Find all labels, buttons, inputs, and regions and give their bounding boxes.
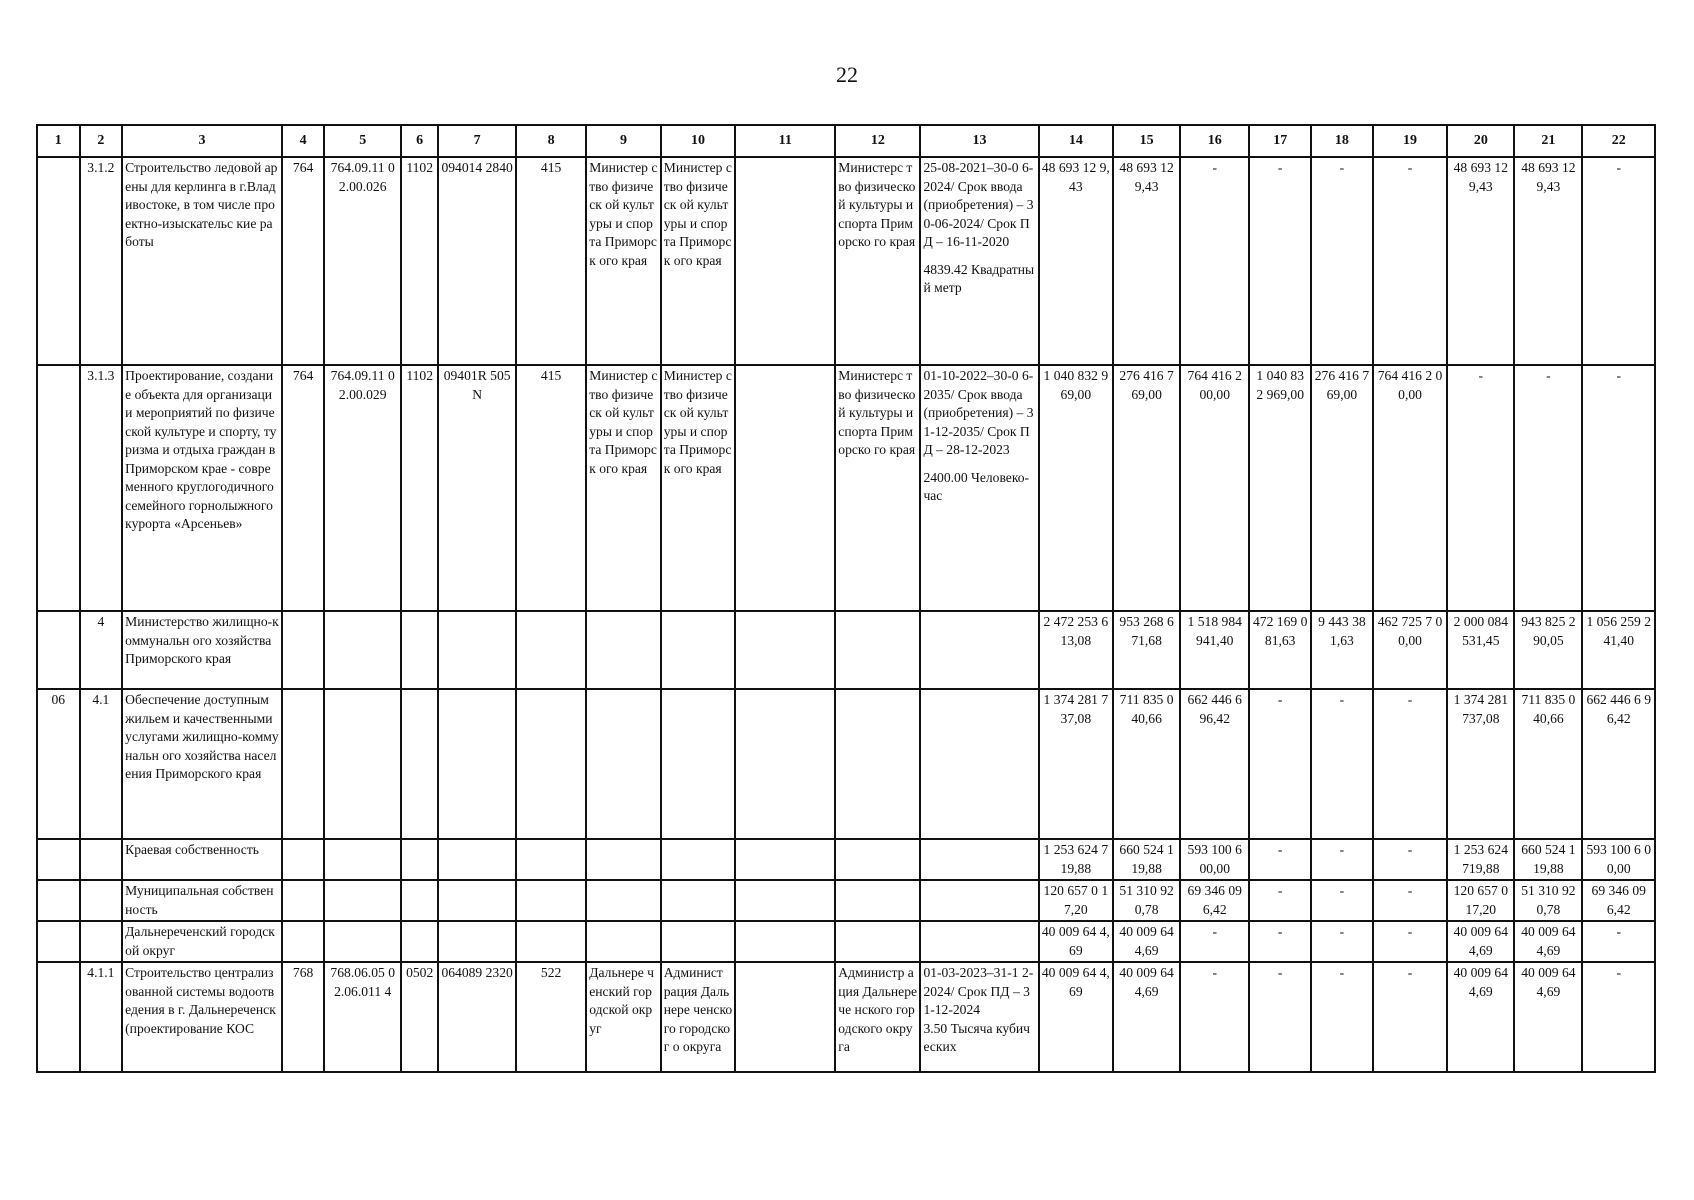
table-row xyxy=(37,962,1655,1072)
cell-col7: 094014 2840 xyxy=(438,157,516,365)
cell-col18: 9 443 38 1,63 xyxy=(1311,611,1373,689)
cell-col20: 1 374 281 737,08 xyxy=(1447,689,1514,839)
cell-col13 xyxy=(920,157,1038,365)
table-row xyxy=(37,611,1655,689)
cell-col22: - xyxy=(1582,962,1655,1072)
cell-section-code xyxy=(37,880,80,921)
cell-col7: 09401R 505N xyxy=(438,365,516,611)
cell-col22: - xyxy=(1582,157,1655,365)
cell-empty xyxy=(661,611,736,689)
cell-empty xyxy=(438,921,516,962)
cell-empty xyxy=(516,839,586,880)
cell-col15: 953 268 6 71,68 xyxy=(1113,611,1180,689)
cell-col9: Министер ство физическ ой культуры и спорта Приморск ого края xyxy=(586,157,661,365)
cell-col19: 764 416 2 00,00 xyxy=(1373,365,1448,611)
cell-col12: Министерс тво физической культуры и спорта Приморско го края xyxy=(835,365,920,611)
cell-item-name: Строительство централизованной системы водоотведения в г. Дальнереченск (проектирование КОС xyxy=(122,962,282,1072)
cell-empty xyxy=(586,839,661,880)
cell-item-name: Министерство жилищно-коммунальн ого хозяйства Приморского края xyxy=(122,611,282,689)
cell-col8: 415 xyxy=(516,365,586,611)
cell-col20: 1 253 624 719,88 xyxy=(1447,839,1514,880)
cell-empty xyxy=(661,880,736,921)
cell-col22: 1 056 259 241,40 xyxy=(1582,611,1655,689)
cell-col14: 1 253 624 719,88 xyxy=(1039,839,1114,880)
cell-empty xyxy=(324,921,401,962)
cell-col7: 064089 2320 xyxy=(438,962,516,1072)
cell-col16: 69 346 09 6,42 xyxy=(1180,880,1249,921)
cell-empty xyxy=(586,689,661,839)
cell-empty xyxy=(661,689,736,839)
col-header: 18 xyxy=(1311,125,1373,157)
cell-empty xyxy=(401,921,438,962)
col-header: 20 xyxy=(1447,125,1514,157)
cell-col20: 2 000 084 531,45 xyxy=(1447,611,1514,689)
cell-item-number xyxy=(80,921,123,962)
cell-item-name: Обеспечение доступным жильем и качественными услугами жилищно-коммунальн ого хозяйства населения Приморского края xyxy=(122,689,282,839)
cell-col17: - xyxy=(1249,839,1311,880)
cell-empty xyxy=(516,689,586,839)
table-row xyxy=(37,689,1655,839)
cell-col14: 1 374 281 737,08 xyxy=(1039,689,1114,839)
cell-col6: 0502 xyxy=(401,962,438,1072)
cell-col11 xyxy=(735,157,835,365)
cell-item-name: Строительство ледовой арены для керлинга в г.Владивостоке, в том числе проектно-изыскательс кие работы xyxy=(122,157,282,365)
cell-empty xyxy=(282,611,325,689)
col-header: 3 xyxy=(122,125,282,157)
cell-col18: - xyxy=(1311,839,1373,880)
cell-empty xyxy=(735,611,835,689)
cell-empty xyxy=(401,839,438,880)
cell-col15: 711 835 0 40,66 xyxy=(1113,689,1180,839)
cell-col11 xyxy=(735,962,835,1072)
cell-empty xyxy=(401,611,438,689)
cell-col10: Админист рация Дальнере ченского городског о округа xyxy=(661,962,736,1072)
cell-empty xyxy=(835,880,920,921)
table-row xyxy=(37,921,1655,962)
col-header: 5 xyxy=(324,125,401,157)
cell-col22: 593 100 6 00,00 xyxy=(1582,839,1655,880)
table-row xyxy=(37,365,1655,611)
page-number: 22 xyxy=(836,62,858,87)
cell-empty xyxy=(282,880,325,921)
cell-section-code xyxy=(37,839,80,880)
cell-col9: Министер ство физическ ой культуры и спорта Приморск ого края xyxy=(586,365,661,611)
cell-col20: 40 009 64 4,69 xyxy=(1447,962,1514,1072)
cell-col10: Министер ство физическ ой культуры и спорта Приморск ого края xyxy=(661,365,736,611)
cell-empty xyxy=(282,689,325,839)
col-header: 7 xyxy=(438,125,516,157)
col-header: 19 xyxy=(1373,125,1448,157)
col-header: 22 xyxy=(1582,125,1655,157)
col-header: 17 xyxy=(1249,125,1311,157)
col-header: 8 xyxy=(516,125,586,157)
cell-col21: 943 825 2 90,05 xyxy=(1514,611,1582,689)
cell-col18: - xyxy=(1311,689,1373,839)
cell-empty xyxy=(401,689,438,839)
cell-col13-dates: 25-08-2021–30-0 6-2024/ Срок ввода (приобретения) – 30-06-2024/ Срок ПД – 16-11-2020 xyxy=(923,160,1034,249)
cell-col16: 1 518 984 941,40 xyxy=(1180,611,1249,689)
cell-col13-dates: 01-03-2023–31-1 2-2024/ Срок ПД – 31-12-2024 xyxy=(923,965,1034,1017)
cell-col14: 2 472 253 613,08 xyxy=(1039,611,1114,689)
cell-col14: 120 657 0 17,20 xyxy=(1039,880,1114,921)
data-table xyxy=(36,124,1656,1073)
cell-col12: Администр ация Дальнерече нского городского округа xyxy=(835,962,920,1072)
col-header: 9 xyxy=(586,125,661,157)
cell-empty xyxy=(324,880,401,921)
cell-empty xyxy=(735,880,835,921)
cell-col20: 48 693 12 9,43 xyxy=(1447,157,1514,365)
cell-col20: 40 009 64 4,69 xyxy=(1447,921,1514,962)
cell-col15: 40 009 64 4,69 xyxy=(1113,962,1180,1072)
cell-col15: 660 524 1 19,88 xyxy=(1113,839,1180,880)
cell-col21: 40 009 64 4,69 xyxy=(1514,962,1582,1072)
cell-empty xyxy=(735,839,835,880)
cell-empty xyxy=(835,921,920,962)
cell-empty xyxy=(324,689,401,839)
cell-col16: 662 446 6 96,42 xyxy=(1180,689,1249,839)
cell-col13 xyxy=(920,365,1038,611)
cell-item-name: Краевая собственность xyxy=(122,839,282,880)
cell-col19: - xyxy=(1373,157,1448,365)
cell-col21: 48 693 12 9,43 xyxy=(1514,157,1582,365)
cell-empty xyxy=(661,921,736,962)
cell-empty xyxy=(920,839,1038,880)
cell-col4: 768 xyxy=(282,962,325,1072)
cell-empty xyxy=(516,921,586,962)
cell-col4: 764 xyxy=(282,157,325,365)
cell-empty xyxy=(282,921,325,962)
cell-col14: 48 693 12 9,43 xyxy=(1039,157,1114,365)
cell-col13 xyxy=(920,962,1038,1072)
cell-col17: - xyxy=(1249,689,1311,839)
cell-empty xyxy=(735,921,835,962)
cell-col14: 1 040 832 969,00 xyxy=(1039,365,1114,611)
cell-item-name: Дальнереченский городской округ xyxy=(122,921,282,962)
cell-empty xyxy=(438,839,516,880)
cell-empty xyxy=(324,839,401,880)
table-row xyxy=(37,157,1655,365)
cell-col19: - xyxy=(1373,962,1448,1072)
cell-col10: Министер ство физическ ой культуры и спорта Приморск ого края xyxy=(661,157,736,365)
cell-section-code xyxy=(37,611,80,689)
cell-empty xyxy=(835,839,920,880)
cell-empty xyxy=(920,880,1038,921)
col-header: 13 xyxy=(920,125,1038,157)
cell-col5: 768.06.05 02.06.011 4 xyxy=(324,962,401,1072)
cell-empty xyxy=(401,880,438,921)
cell-col6: 1102 xyxy=(401,157,438,365)
cell-col17: - xyxy=(1249,962,1311,1072)
cell-col11 xyxy=(735,365,835,611)
col-header: 15 xyxy=(1113,125,1180,157)
cell-col18: - xyxy=(1311,921,1373,962)
cell-col17: - xyxy=(1249,157,1311,365)
cell-col17: 472 169 081,63 xyxy=(1249,611,1311,689)
cell-col16: 593 100 6 00,00 xyxy=(1180,839,1249,880)
cell-empty xyxy=(586,880,661,921)
col-header: 6 xyxy=(401,125,438,157)
cell-col19: - xyxy=(1373,689,1448,839)
cell-col19: - xyxy=(1373,839,1448,880)
cell-empty xyxy=(920,921,1038,962)
cell-empty xyxy=(282,839,325,880)
cell-col20: 120 657 0 17,20 xyxy=(1447,880,1514,921)
cell-col16: - xyxy=(1180,157,1249,365)
cell-empty xyxy=(920,611,1038,689)
cell-item-number xyxy=(80,880,123,921)
cell-empty xyxy=(324,611,401,689)
cell-col4: 764 xyxy=(282,365,325,611)
cell-col22: 69 346 09 6,42 xyxy=(1582,880,1655,921)
cell-empty xyxy=(438,689,516,839)
cell-col15: 48 693 12 9,43 xyxy=(1113,157,1180,365)
cell-section-code xyxy=(37,962,80,1072)
cell-col17: - xyxy=(1249,921,1311,962)
cell-item-number: 4.1 xyxy=(80,689,123,839)
cell-item-number: 4 xyxy=(80,611,123,689)
cell-col21: 660 524 1 19,88 xyxy=(1514,839,1582,880)
cell-col13-capacity: 3.50 Тысяча кубических xyxy=(923,1020,1030,1054)
header-row xyxy=(37,125,1655,157)
cell-col21: - xyxy=(1514,365,1582,611)
cell-col5: 764.09.11 02.00.026 xyxy=(324,157,401,365)
cell-col18: 276 416 769,00 xyxy=(1311,365,1373,611)
cell-col15: 40 009 64 4,69 xyxy=(1113,921,1180,962)
cell-col5: 764.09.11 02.00.029 xyxy=(324,365,401,611)
cell-empty xyxy=(516,880,586,921)
cell-section-code xyxy=(37,365,80,611)
cell-col16: - xyxy=(1180,921,1249,962)
cell-empty xyxy=(835,689,920,839)
cell-col13-capacity: 4839.42 Квадратный метр xyxy=(923,261,1035,295)
cell-col18: - xyxy=(1311,880,1373,921)
cell-col19: - xyxy=(1373,921,1448,962)
cell-empty xyxy=(835,611,920,689)
cell-col15: 51 310 92 0,78 xyxy=(1113,880,1180,921)
cell-item-number: 3.1.2 xyxy=(80,157,123,365)
cell-col22: 662 446 6 96,42 xyxy=(1582,689,1655,839)
table-row xyxy=(37,880,1655,921)
cell-col9: Дальнере ченский городской округ xyxy=(586,962,661,1072)
cell-empty xyxy=(438,880,516,921)
cell-col8: 522 xyxy=(516,962,586,1072)
table-row xyxy=(37,839,1655,880)
cell-col8: 415 xyxy=(516,157,586,365)
cell-empty xyxy=(586,921,661,962)
col-header: 12 xyxy=(835,125,920,157)
cell-col18: - xyxy=(1311,157,1373,365)
cell-col14: 40 009 64 4,69 xyxy=(1039,962,1114,1072)
col-header: 11 xyxy=(735,125,835,157)
col-header: 21 xyxy=(1514,125,1582,157)
cell-section-code xyxy=(37,157,80,365)
cell-col19: 462 725 7 00,00 xyxy=(1373,611,1448,689)
cell-item-name: Проектирование, создание объекта для организации мероприятий по физической культуре и спорту, туризма и отдыха граждан в Приморском крае - современного круглогодичного семейного горнолыжного курорта «Арсеньев» xyxy=(122,365,282,611)
cell-col16: 764 416 2 00,00 xyxy=(1180,365,1249,611)
cell-empty xyxy=(438,611,516,689)
cell-empty xyxy=(920,689,1038,839)
cell-col13-capacity: 2400.00 Человеко-час xyxy=(923,469,1030,503)
cell-empty xyxy=(586,611,661,689)
cell-col19: - xyxy=(1373,880,1448,921)
col-header: 10 xyxy=(661,125,736,157)
cell-col21: 711 835 0 40,66 xyxy=(1514,689,1582,839)
cell-section-code: 06 xyxy=(37,689,80,839)
cell-empty xyxy=(735,689,835,839)
col-header: 2 xyxy=(80,125,123,157)
cell-col15: 276 416 7 69,00 xyxy=(1113,365,1180,611)
cell-col16: - xyxy=(1180,962,1249,1072)
cell-col14: 40 009 64 4,69 xyxy=(1039,921,1114,962)
cell-section-code xyxy=(37,921,80,962)
cell-col6: 1102 xyxy=(401,365,438,611)
cell-empty xyxy=(516,611,586,689)
cell-col17: - xyxy=(1249,880,1311,921)
cell-item-number xyxy=(80,839,123,880)
col-header: 4 xyxy=(282,125,325,157)
cell-col18: - xyxy=(1311,962,1373,1072)
cell-item-number: 3.1.3 xyxy=(80,365,123,611)
cell-item-number: 4.1.1 xyxy=(80,962,123,1072)
cell-col22: - xyxy=(1582,921,1655,962)
col-header: 1 xyxy=(37,125,80,157)
cell-empty xyxy=(661,839,736,880)
cell-col21: 40 009 64 4,69 xyxy=(1514,921,1582,962)
cell-col12: Министерс тво физической культуры и спорта Приморско го края xyxy=(835,157,920,365)
cell-col21: 51 310 92 0,78 xyxy=(1514,880,1582,921)
cell-col22: - xyxy=(1582,365,1655,611)
cell-col17: 1 040 83 2 969,00 xyxy=(1249,365,1311,611)
cell-col13-dates: 01-10-2022–30-0 6-2035/ Срок ввода (приобретения) – 31-12-2035/ Срок ПД – 28-12-2023 xyxy=(923,368,1034,457)
cell-item-name: Муниципальная собственность xyxy=(122,880,282,921)
col-header: 16 xyxy=(1180,125,1249,157)
col-header: 14 xyxy=(1039,125,1114,157)
cell-col20: - xyxy=(1447,365,1514,611)
